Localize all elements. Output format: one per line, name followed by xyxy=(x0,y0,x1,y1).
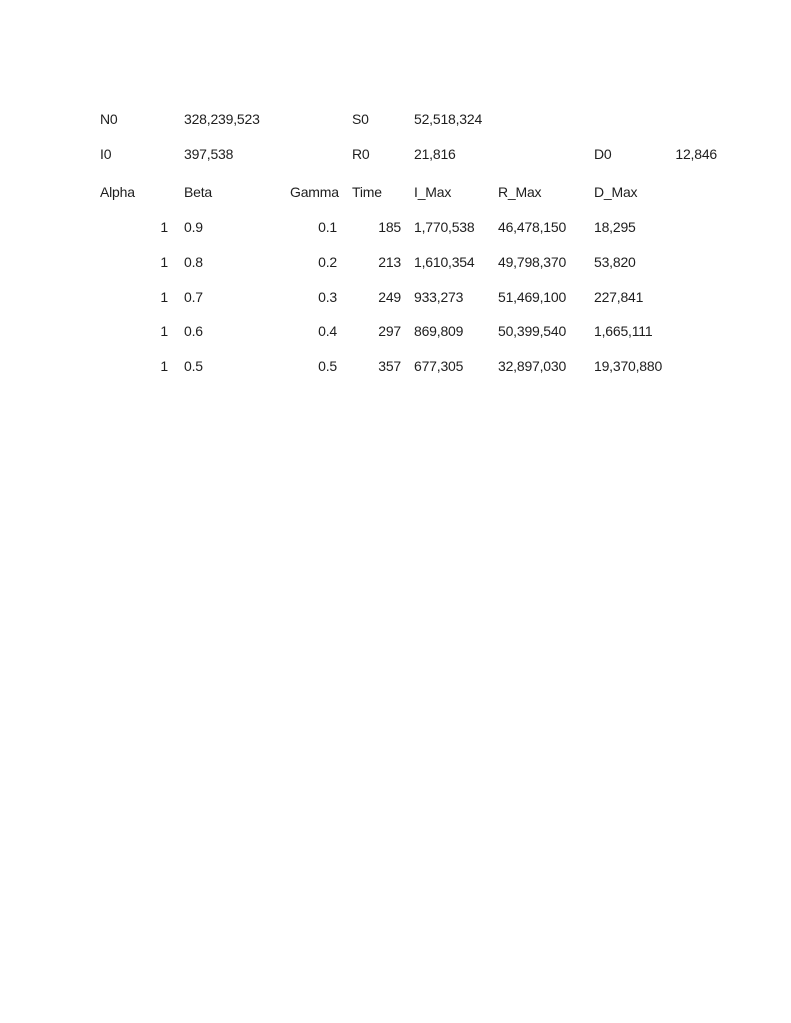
cell-alpha: 1 xyxy=(160,358,168,374)
i0-label: I0 xyxy=(100,146,112,162)
table-header-row xyxy=(0,183,791,201)
n0-label: N0 xyxy=(100,111,118,127)
cell-rmax: 51,469,100 xyxy=(498,289,567,305)
cell-time: 297 xyxy=(378,323,401,339)
cell-alpha: 1 xyxy=(160,323,168,339)
param-row-2 xyxy=(0,145,791,163)
cell-beta: 0.7 xyxy=(184,289,203,305)
cell-beta: 0.8 xyxy=(184,254,203,270)
cell-rmax: 50,399,540 xyxy=(498,323,567,339)
cell-gamma: 0.4 xyxy=(318,323,337,339)
col-header-gamma: Gamma xyxy=(290,184,339,200)
n0-value: 328,239,523 xyxy=(184,111,260,127)
table-row xyxy=(0,218,791,236)
table-row xyxy=(0,253,791,271)
col-header-dmax: D_Max xyxy=(594,184,638,200)
i0-value: 397,538 xyxy=(184,146,234,162)
cell-dmax: 227,841 xyxy=(594,289,644,305)
col-header-time: Time xyxy=(352,184,382,200)
r0-label: R0 xyxy=(352,146,370,162)
cell-beta: 0.9 xyxy=(184,219,203,235)
cell-time: 357 xyxy=(378,358,401,374)
table-row xyxy=(0,357,791,375)
d0-label: D0 xyxy=(594,146,612,162)
cell-alpha: 1 xyxy=(160,219,168,235)
cell-time: 249 xyxy=(378,289,401,305)
cell-imax: 869,809 xyxy=(414,323,464,339)
cell-rmax: 32,897,030 xyxy=(498,358,567,374)
cell-imax: 1,610,354 xyxy=(414,254,475,270)
cell-dmax: 1,665,111 xyxy=(594,323,653,339)
cell-time: 185 xyxy=(378,219,401,235)
cell-dmax: 53,820 xyxy=(594,254,636,270)
cell-dmax: 18,295 xyxy=(594,219,636,235)
col-header-imax: I_Max xyxy=(414,184,452,200)
col-header-beta: Beta xyxy=(184,184,212,200)
cell-alpha: 1 xyxy=(160,254,168,270)
col-header-alpha: Alpha xyxy=(100,184,135,200)
cell-gamma: 0.3 xyxy=(318,289,337,305)
table-row xyxy=(0,322,791,340)
table-row xyxy=(0,288,791,306)
cell-beta: 0.6 xyxy=(184,323,203,339)
cell-gamma: 0.1 xyxy=(318,219,337,235)
cell-dmax: 19,370,880 xyxy=(594,358,663,374)
d0-value: 12,846 xyxy=(675,146,717,162)
cell-rmax: 46,478,150 xyxy=(498,219,567,235)
cell-imax: 677,305 xyxy=(414,358,464,374)
s0-label: S0 xyxy=(352,111,369,127)
cell-alpha: 1 xyxy=(160,289,168,305)
cell-imax: 933,273 xyxy=(414,289,464,305)
cell-time: 213 xyxy=(378,254,401,270)
cell-imax: 1,770,538 xyxy=(414,219,475,235)
r0-value: 21,816 xyxy=(414,146,456,162)
cell-gamma: 0.2 xyxy=(318,254,337,270)
s0-value: 52,518,324 xyxy=(414,111,483,127)
cell-beta: 0.5 xyxy=(184,358,203,374)
cell-rmax: 49,798,370 xyxy=(498,254,567,270)
col-header-rmax: R_Max xyxy=(498,184,542,200)
param-row-1 xyxy=(0,110,791,128)
cell-gamma: 0.5 xyxy=(318,358,337,374)
